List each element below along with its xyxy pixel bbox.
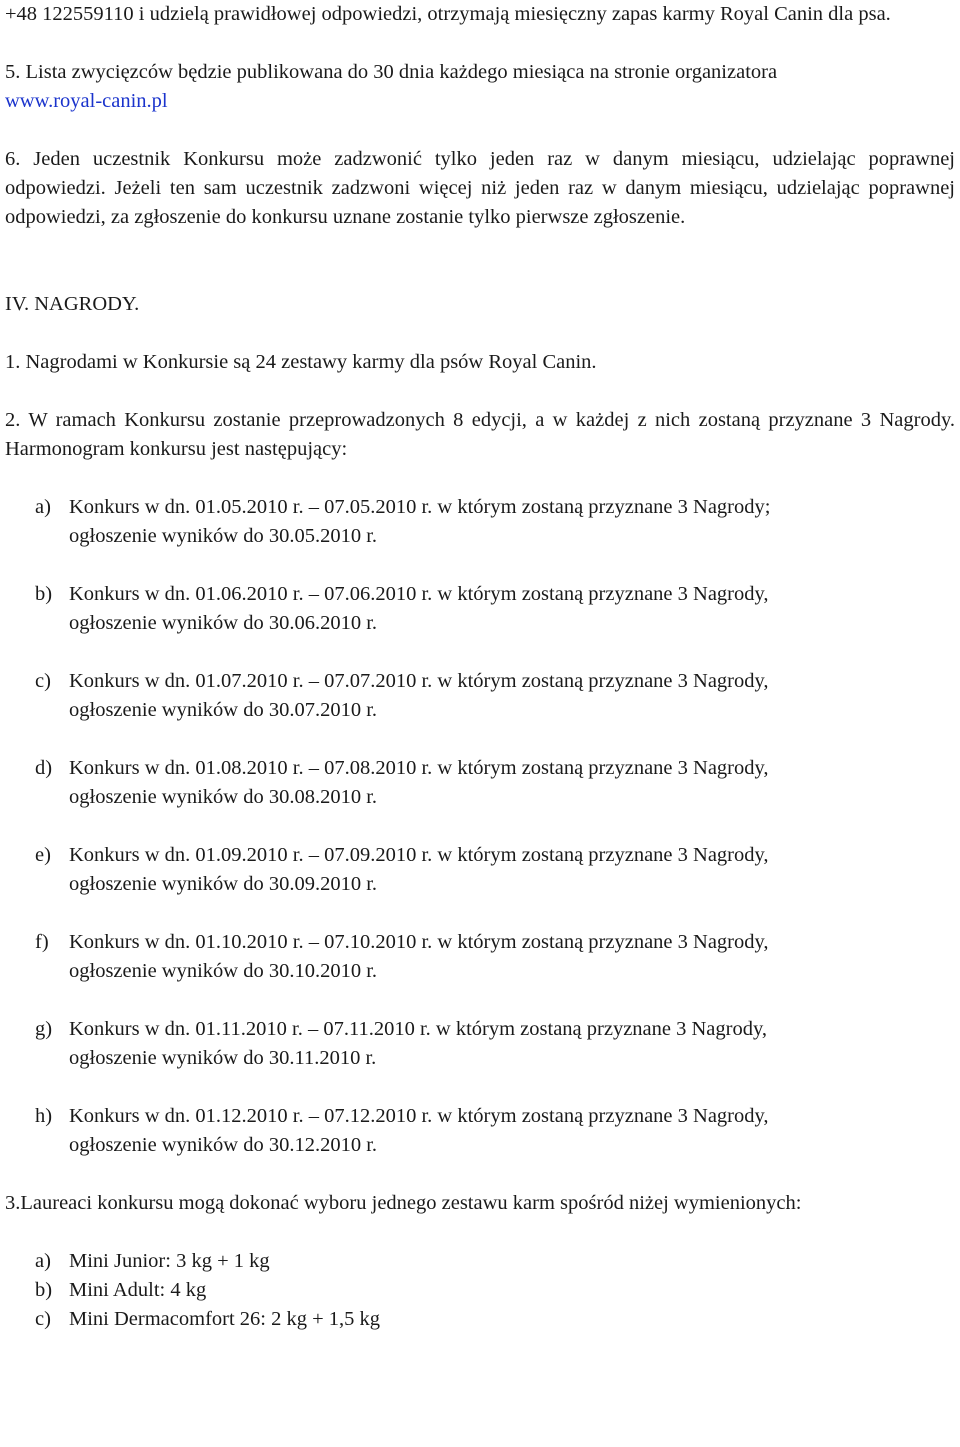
section-heading-prizes: IV. NAGRODY. xyxy=(5,293,140,315)
list-marker: a) xyxy=(35,496,51,518)
schedule-dates: Konkurs w dn. 01.12.2010 r. – 07.12.2010 r. w którym zostaną przyznane 3 Nagrody, xyxy=(69,1105,769,1127)
schedule-dates: Konkurs w dn. 01.05.2010 r. – 07.05.2010 r. w którym zostaną przyznane 3 Nagrody; xyxy=(69,496,771,518)
list-marker: e) xyxy=(35,844,51,866)
schedule-results: ogłoszenie wyników do 30.08.2010 r. xyxy=(69,786,378,808)
schedule-results: ogłoszenie wyników do 30.05.2010 r. xyxy=(69,525,378,547)
spacer xyxy=(5,319,955,348)
schedule-item-text xyxy=(69,841,955,899)
schedule-dates: Konkurs w dn. 01.10.2010 r. – 07.10.2010 r. w którym zostaną przyznane 3 Nagrody, xyxy=(69,931,769,953)
schedule-item xyxy=(5,928,955,986)
schedule-dates: Konkurs w dn. 01.08.2010 r. – 07.08.2010 r. w którym zostaną przyznane 3 Nagrody, xyxy=(69,757,769,779)
rule-point-5-text: 5. Lista zwycięzców będzie publikowana do 30 dnia każdego miesiąca na stronie organizatora xyxy=(5,61,778,83)
list-marker: g) xyxy=(35,1018,53,1040)
product-item xyxy=(5,1276,955,1305)
schedule-item xyxy=(5,754,955,812)
list-marker: a) xyxy=(35,1250,51,1272)
product-list xyxy=(5,1247,955,1334)
schedule-results: ogłoszenie wyników do 30.10.2010 r. xyxy=(69,960,378,982)
product-text: Mini Adult: 4 kg xyxy=(69,1279,207,1301)
spacer xyxy=(5,464,955,493)
spacer xyxy=(5,1218,955,1247)
spacer xyxy=(5,232,955,261)
list-marker: b) xyxy=(35,583,53,605)
list-marker: d) xyxy=(35,757,53,779)
rule-point-6: 6. Jeden uczestnik Konkursu może zadzwonić tylko jeden raz w danym miesiącu, udzielając poprawnej odpowiedzi. Jeżeli ten sam uczestnik zadzwoni więcej niż jeden raz w danym miesiącu, udzielając poprawnej odpowiedzi, za zgłoszenie do konkursu uznane zostanie tylko pierwsze zgłoszenie. xyxy=(5,148,955,228)
prizes-point-3: 3.Laureaci konkursu mogą dokonać wyboru jednego zestawu karm spośród niżej wymienionych: xyxy=(5,1192,802,1214)
schedule-results: ogłoszenie wyników do 30.07.2010 r. xyxy=(69,699,378,721)
product-text: Mini Dermacomfort 26: 2 kg + 1,5 kg xyxy=(69,1308,381,1330)
schedule-dates: Konkurs w dn. 01.06.2010 r. – 07.06.2010 r. w którym zostaną przyznane 3 Nagrody, xyxy=(69,583,769,605)
product-text: Mini Junior: 3 kg + 1 kg xyxy=(69,1250,270,1272)
prizes-point-2: 2. W ramach Konkursu zostanie przeprowadzonych 8 edycji, a w każdej z nich zostaną przyznane 3 Nagrody. Harmonogram konkursu jest następujący: xyxy=(5,409,955,460)
spacer xyxy=(5,29,955,58)
schedule-item-text xyxy=(69,754,955,812)
schedule-item xyxy=(5,667,955,725)
schedule-dates: Konkurs w dn. 01.11.2010 r. – 07.11.2010 r. w którym zostaną przyznane 3 Nagrody, xyxy=(69,1018,768,1040)
schedule-item-text xyxy=(69,1015,955,1073)
list-marker: c) xyxy=(35,1308,51,1330)
product-item xyxy=(5,1305,955,1334)
schedule-list xyxy=(5,493,955,1160)
schedule-item-text xyxy=(69,1102,955,1160)
schedule-item xyxy=(5,1102,955,1160)
product-item xyxy=(5,1247,955,1276)
prizes-point-1: 1. Nagrodami w Konkursie są 24 zestawy karmy dla psów Royal Canin. xyxy=(5,351,597,373)
schedule-item xyxy=(5,493,955,551)
list-marker: f) xyxy=(35,931,49,953)
list-marker: h) xyxy=(35,1105,53,1127)
schedule-results: ogłoszenie wyników do 30.09.2010 r. xyxy=(69,873,378,895)
intro-continuation: +48 122559110 i udzielą prawidłowej odpowiedzi, otrzymają miesięczny zapas karmy Royal Canin dla psa. xyxy=(5,3,891,25)
schedule-item-text xyxy=(69,493,955,551)
spacer xyxy=(5,116,955,145)
schedule-item xyxy=(5,1015,955,1073)
rule-point-5 xyxy=(5,58,955,116)
schedule-item-text xyxy=(69,928,955,986)
organizer-website-link[interactable]: www.royal-canin.pl xyxy=(5,90,168,112)
schedule-item-text xyxy=(69,667,955,725)
schedule-item xyxy=(5,580,955,638)
list-marker: b) xyxy=(35,1279,53,1301)
schedule-dates: Konkurs w dn. 01.09.2010 r. – 07.09.2010 r. w którym zostaną przyznane 3 Nagrody, xyxy=(69,844,769,866)
schedule-item xyxy=(5,841,955,899)
schedule-results: ogłoszenie wyników do 30.12.2010 r. xyxy=(69,1134,378,1156)
list-marker: c) xyxy=(35,670,51,692)
schedule-item-text xyxy=(69,580,955,638)
schedule-results: ogłoszenie wyników do 30.11.2010 r. xyxy=(69,1047,377,1069)
schedule-results: ogłoszenie wyników do 30.06.2010 r. xyxy=(69,612,378,634)
schedule-dates: Konkurs w dn. 01.07.2010 r. – 07.07.2010 r. w którym zostaną przyznane 3 Nagrody, xyxy=(69,670,769,692)
spacer xyxy=(5,261,955,290)
spacer xyxy=(5,377,955,406)
